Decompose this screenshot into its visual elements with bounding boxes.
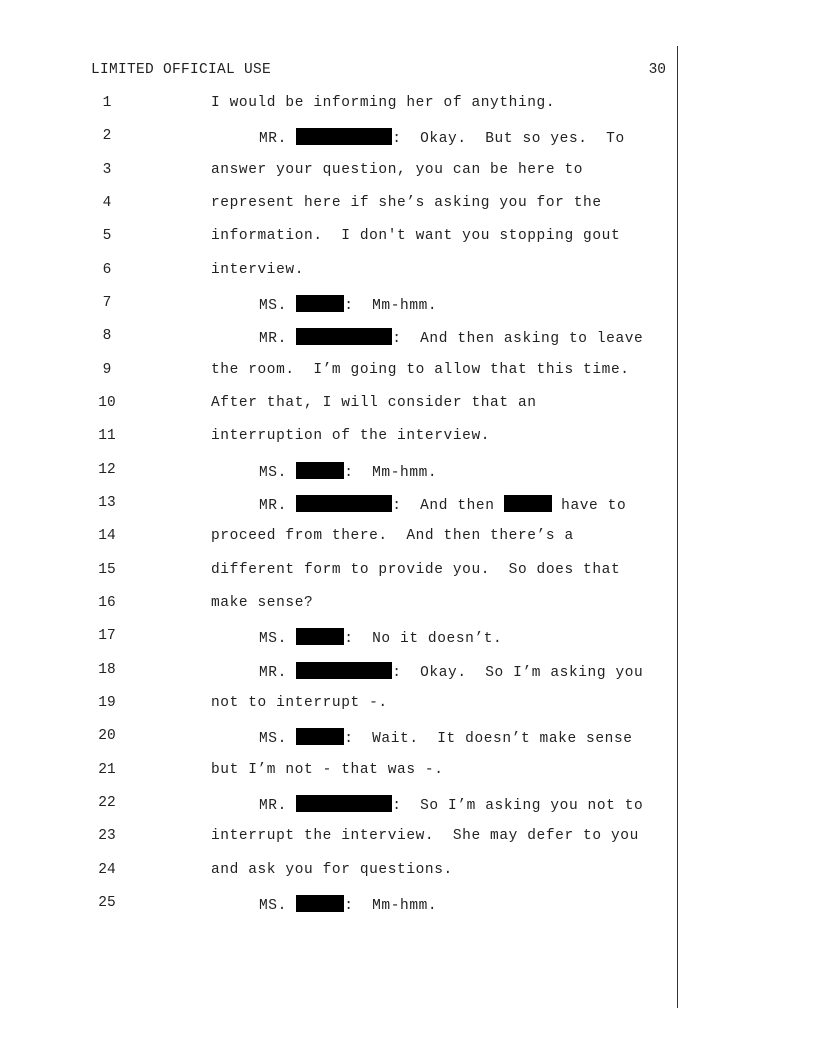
line-number: 23: [98, 828, 116, 844]
transcript-line-19: [0, 695, 816, 717]
line-text: : No it doesn’t.: [344, 631, 503, 647]
line-number: 20: [98, 728, 116, 744]
line-text: : Mm-hmm.: [344, 465, 438, 481]
transcript-line-9: [0, 362, 816, 384]
transcript-line-12: [0, 462, 816, 484]
line-text: interrupt the interview. She may defer to you: [211, 828, 639, 844]
transcript-line-8: [0, 328, 816, 350]
redaction-bar: [504, 495, 552, 512]
line-number: 12: [98, 462, 116, 478]
transcript-line-5: [0, 228, 816, 250]
page-number: 30: [648, 62, 666, 78]
line-number: 21: [98, 762, 116, 778]
transcript-line-3: [0, 162, 816, 184]
line-text: not to interrupt -.: [211, 695, 388, 711]
line-text: interruption of the interview.: [211, 428, 491, 444]
line-text: After that, I will consider that an: [211, 395, 537, 411]
speaker-prefix: MS.: [259, 731, 297, 747]
line-number: 15: [98, 562, 116, 578]
line-text: different form to provide you. So does that: [211, 562, 621, 578]
line-text: represent here if she’s asking you for the: [211, 195, 602, 211]
transcript-line-4: [0, 195, 816, 217]
speaker-prefix: MR.: [259, 798, 297, 814]
line-number: 8: [102, 328, 112, 344]
line-number: 3: [102, 162, 112, 178]
transcript-line-24: [0, 862, 816, 884]
transcript-line-16: [0, 595, 816, 617]
speaker-prefix: MR.: [259, 331, 297, 347]
transcript-line-14: [0, 528, 816, 550]
line-text: but I’m not - that was -.: [211, 762, 444, 778]
transcript-line-7: [0, 295, 816, 317]
line-text: : Okay. But so yes. To: [392, 131, 625, 147]
line-number: 22: [98, 795, 116, 811]
transcript-line-23: [0, 828, 816, 850]
transcript-line-21: [0, 762, 816, 784]
line-number: 4: [102, 195, 112, 211]
line-text: : And then: [392, 498, 504, 514]
line-text: : Mm-hmm.: [344, 898, 438, 914]
speaker-prefix: MR.: [259, 498, 297, 514]
line-text: I would be informing her of anything.: [211, 95, 556, 111]
transcript-line-13: [0, 495, 816, 517]
transcript-line-15: [0, 562, 816, 584]
line-number: 18: [98, 662, 116, 678]
redaction-bar: [296, 728, 344, 745]
speaker-prefix: MS.: [259, 298, 297, 314]
line-text: and ask you for questions.: [211, 862, 453, 878]
transcript-line-2: [0, 128, 816, 150]
redaction-bar: [296, 628, 344, 645]
line-text: : Okay. So I’m asking you: [392, 665, 644, 681]
transcript-line-22: [0, 795, 816, 817]
speaker-prefix: MR.: [259, 131, 297, 147]
line-number: 13: [98, 495, 116, 511]
transcript-line-10: [0, 395, 816, 417]
line-text: proceed from there. And then there’s a: [211, 528, 574, 544]
line-text: interview.: [211, 262, 305, 278]
line-text: answer your question, you can be here to: [211, 162, 584, 178]
redaction-bar: [296, 895, 344, 912]
transcript-line-20: [0, 728, 816, 750]
transcript-line-6: [0, 262, 816, 284]
line-text: information. I don't want you stopping gout: [211, 228, 621, 244]
transcript-line-11: [0, 428, 816, 450]
redaction-bar: [296, 295, 344, 312]
line-number: 19: [98, 695, 116, 711]
speaker-prefix: MS.: [259, 465, 297, 481]
redaction-bar: [296, 795, 392, 812]
line-number: 14: [98, 528, 116, 544]
line-number: 7: [102, 295, 112, 311]
line-number: 10: [98, 395, 116, 411]
line-number: 2: [102, 128, 112, 144]
line-number: 9: [102, 362, 112, 378]
speaker-prefix: MS.: [259, 631, 297, 647]
line-text: : Mm-hmm.: [344, 298, 438, 314]
speaker-prefix: MR.: [259, 665, 297, 681]
line-text: : Wait. It doesn’t make sense: [344, 731, 633, 747]
line-number: 11: [98, 428, 116, 444]
line-number: 6: [102, 262, 112, 278]
redaction-bar: [296, 462, 344, 479]
redaction-bar: [296, 662, 392, 679]
redaction-bar: [296, 495, 392, 512]
page-header-classification: LIMITED OFFICIAL USE: [91, 62, 272, 78]
transcript-line-1: [0, 95, 816, 117]
line-text-tail: have to: [551, 498, 627, 514]
line-number: 16: [98, 595, 116, 611]
line-number: 1: [102, 95, 112, 111]
redaction-bar: [296, 328, 392, 345]
line-text: make sense?: [211, 595, 314, 611]
redaction-bar: [296, 128, 392, 145]
line-text: : And then asking to leave: [392, 331, 644, 347]
line-number: 17: [98, 628, 116, 644]
line-number: 5: [102, 228, 112, 244]
line-number: 24: [98, 862, 116, 878]
transcript-line-18: [0, 662, 816, 684]
line-text: : So I’m asking you not to: [392, 798, 644, 814]
line-number: 25: [98, 895, 116, 911]
speaker-prefix: MS.: [259, 898, 297, 914]
line-text: the room. I’m going to allow that this time.: [211, 362, 630, 378]
transcript-line-25: [0, 895, 816, 917]
transcript-line-17: [0, 628, 816, 650]
